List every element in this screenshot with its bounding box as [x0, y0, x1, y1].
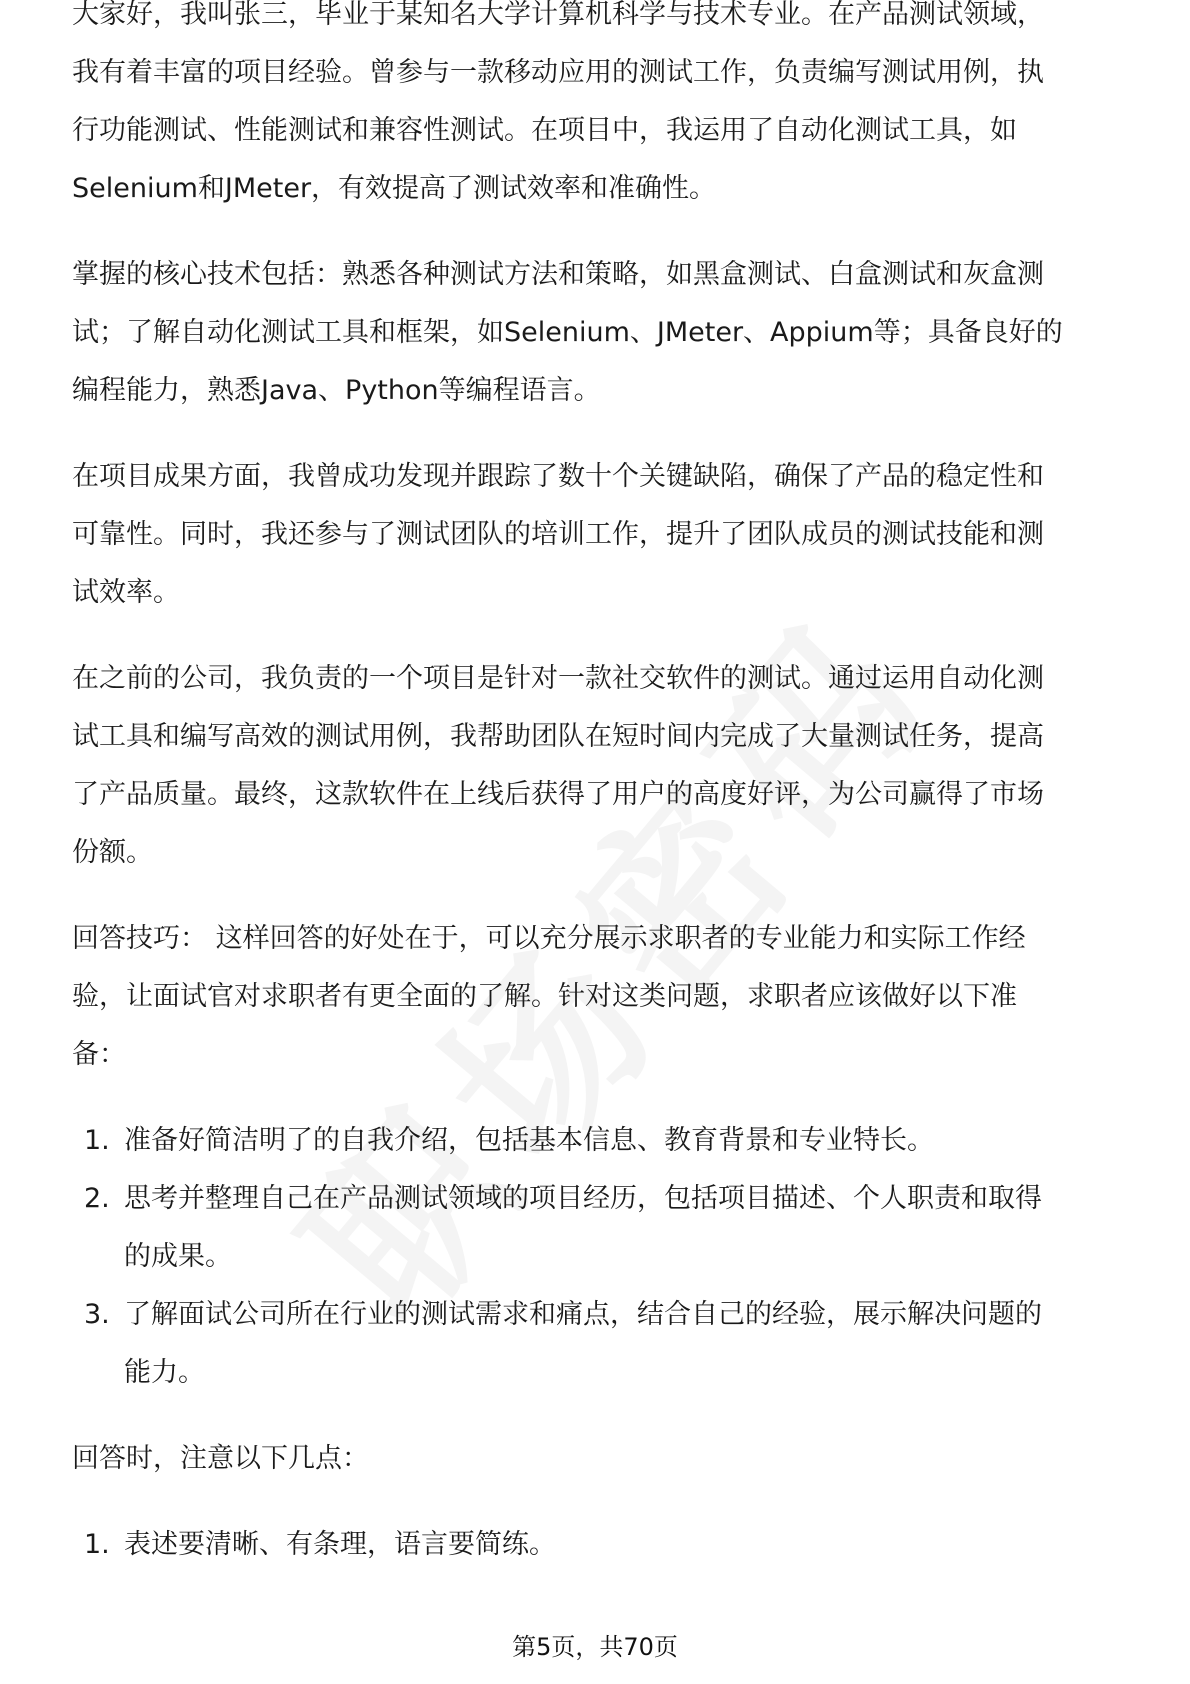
text-line: 验，让面试官对求职者有更全面的了解。针对这类问题，求职者应该做好以下准 — [72, 981, 1017, 1012]
text-line: 回答时，注意以下几点： — [72, 1443, 369, 1474]
text-line: 试；了解自动化测试工具和框架，如Selenium、JMeter、Appium等；具备良好的 — [72, 317, 1063, 348]
core-skills-paragraph — [72, 246, 1122, 420]
document-body — [72, 0, 1122, 1602]
answer-tips-paragraph — [72, 910, 1122, 1084]
text-line: 备： — [72, 1039, 126, 1070]
text-line: 思考并整理自己在产品测试领域的项目经历，包括项目描述、个人职责和取得 — [124, 1183, 1042, 1214]
text-line: 大家好，我叫张三，毕业于某知名大学计算机科学与技术专业。在产品测试领域， — [72, 0, 1044, 30]
notes-intro-paragraph — [72, 1430, 1122, 1488]
text-line: 试工具和编写高效的测试用例，我帮助团队在短时间内完成了大量测试任务，提高 — [72, 721, 1044, 752]
list-number: 2. — [84, 1183, 110, 1214]
achievements-paragraph — [72, 448, 1122, 622]
text-line: 了产品质量。最终，这款软件在上线后获得了用户的高度好评，为公司赢得了市场 — [72, 779, 1044, 810]
text-line: 我有着丰富的项目经验。曾参与一款移动应用的测试工作，负责编写测试用例，执 — [72, 57, 1044, 88]
notes-list — [72, 1516, 1122, 1574]
list-item — [72, 1112, 1122, 1170]
text-line: 份额。 — [72, 837, 153, 868]
text-line: 编程能力，熟悉Java、Python等编程语言。 — [72, 375, 601, 406]
text-line: 准备好简洁明了的自我介绍，包括基本信息、教育背景和专业特长。 — [124, 1125, 934, 1156]
text-line: 的成果。 — [124, 1241, 232, 1272]
text-line: 表述要清晰、有条理，语言要简练。 — [124, 1529, 556, 1560]
list-item — [72, 1286, 1122, 1402]
preparation-list — [72, 1112, 1122, 1402]
text-line: 可靠性。同时，我还参与了测试团队的培训工作，提升了团队成员的测试技能和测 — [72, 519, 1044, 550]
text-line: 试效率。 — [72, 577, 180, 608]
text-line: 行功能测试、性能测试和兼容性测试。在项目中，我运用了自动化测试工具，如 — [72, 115, 1017, 146]
text-line: 回答技巧： 这样回答的好处在于，可以充分展示求职者的专业能力和实际工作经 — [72, 923, 1026, 954]
text-line: Selenium和JMeter，有效提高了测试效率和准确性。 — [72, 173, 717, 204]
previous-project-paragraph — [72, 650, 1122, 882]
list-number: 1. — [84, 1529, 110, 1560]
list-item — [72, 1516, 1122, 1574]
list-number: 3. — [84, 1299, 110, 1330]
text-line: 在项目成果方面，我曾成功发现并跟踪了数十个关键缺陷，确保了产品的稳定性和 — [72, 461, 1044, 492]
list-number: 1. — [84, 1125, 110, 1156]
intro-paragraph — [72, 0, 1122, 218]
text-line: 在之前的公司，我负责的一个项目是针对一款社交软件的测试。通过运用自动化测 — [72, 663, 1044, 694]
page-number-footer: 第5页，共70页 — [512, 1633, 678, 1661]
text-line: 能力。 — [124, 1357, 205, 1388]
list-item — [72, 1170, 1122, 1286]
text-line: 掌握的核心技术包括：熟悉各种测试方法和策略，如黑盒测试、白盒测试和灰盒测 — [72, 259, 1044, 290]
text-line: 了解面试公司所在行业的测试需求和痛点，结合自己的经验，展示解决问题的 — [124, 1299, 1042, 1330]
